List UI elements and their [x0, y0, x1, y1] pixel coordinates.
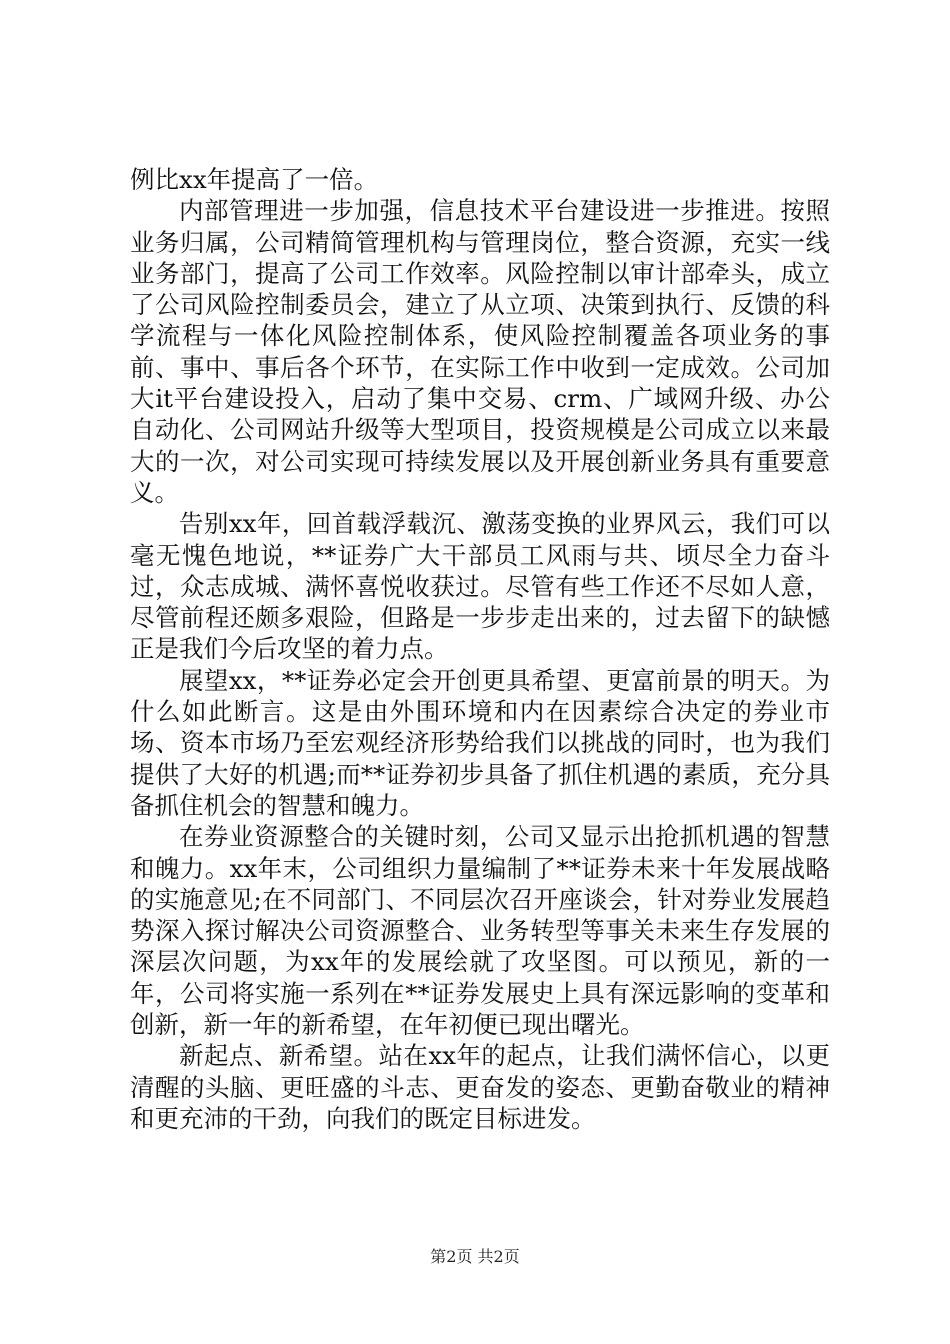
paragraph-resource-integration: 在券业资源整合的关键时刻，公司又显示出抢抓机遇的智慧和魄力。xx年末，公司组织力量编制了**证券未来十年发展战略的实施意见;在不同部门、不同层次召开座谈会，针对券业发展趋势深入探讨解决公司资源整合、业务转型等事关未来生存发展的深层次问题，为xx年的发展绘就了攻坚图。可以预见，新的一年，公司将实施一系列在**证券发展史上具有深远影响的变革和创新，新一年的新希望，在年初便已现出曙光。	[130, 822, 830, 1040]
paragraph-internal-management: 内部管理进一步加强，信息技术平台建设进一步推进。按照业务归属，公司精简管理机构与管理岗位，整合资源，充实一线业务部门，提高了公司工作效率。风险控制以审计部牵头，成立了公司风险控制委员会，建立了从立项、决策到执行、反馈的科学流程与一体化风险控制体系，使风险控制覆盖各项业务的事前、事中、事后各个环节，在实际工作中收到一定成效。公司加大it平台建设投入，启动了集中交易、crm、广域网升级、办公自动化、公司网站升级等大型项目，投资规模是公司成立以来最大的一次，对公司实现可持续发展以及开展创新业务具有重要意义。	[130, 196, 830, 507]
paragraph-new-starting-point: 新起点、新希望。站在xx年的起点，让我们满怀信心，以更清醒的头脑、更旺盛的斗志、更奋发的姿态、更勤奋敬业的精神和更充沛的干劲，向我们的既定目标进发。	[130, 1041, 830, 1133]
paragraph-continuation: 例比xx年提高了一倍。	[130, 165, 379, 194]
paragraph-outlook: 展望xx，**证券必定会开创更具希望、更富前景的明天。为什么如此断言。这是由外围环境和内在因素综合决定的券业市场、资本市场乃至宏观经济形势给我们以挑战的同时，也为我们提供了大好的机遇;而**证券初步具备了抓住机遇的素质，充分具备抓住机会的智慧和魄力。	[130, 665, 830, 820]
document-body	[130, 164, 830, 1134]
page-number-footer: 第2页 共2页	[430, 1247, 520, 1266]
paragraph-farewell: 告别xx年，回首载浮载沉、激荡变换的业界风云，我们可以毫无愧色地说，**证券广大干部员工风雨与共、顷尽全力奋斗过，众志成城、满怀喜悦收获过。尽管有些工作还不尽如人意，尽管前程还颇多艰险，但路是一步步走出来的，过去留下的缺憾正是我们今后攻坚的着力点。	[130, 509, 830, 664]
